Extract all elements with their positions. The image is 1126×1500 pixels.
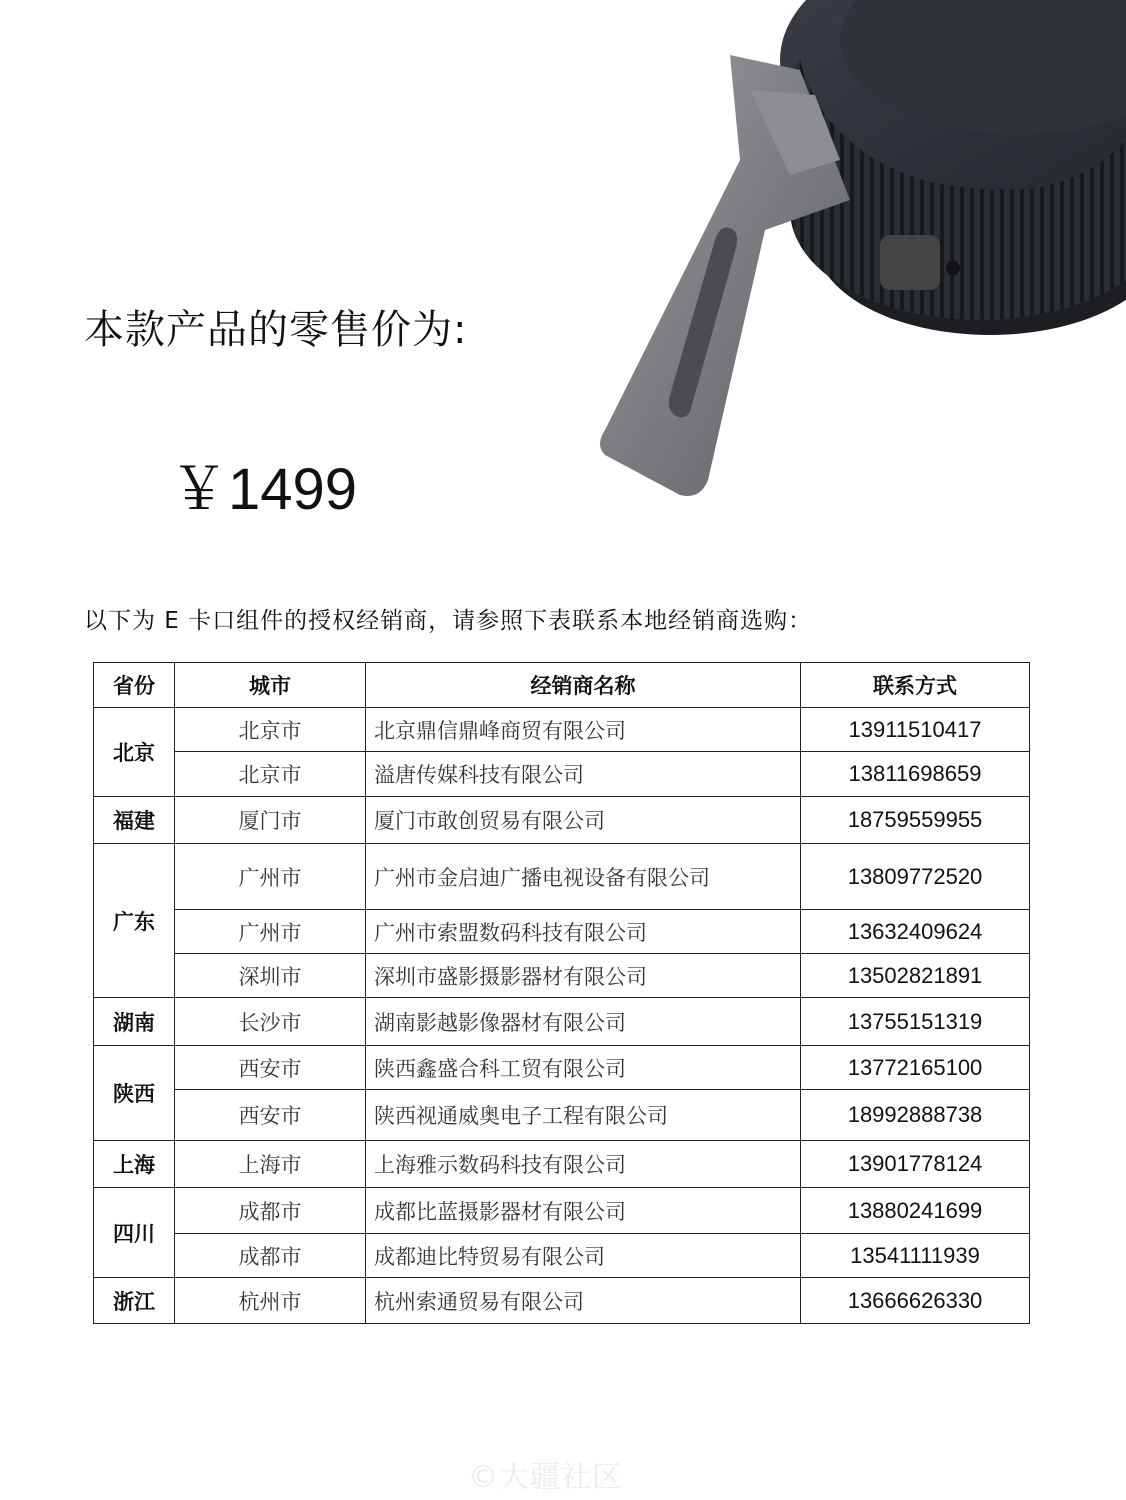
table-row: [94, 1046, 1030, 1090]
province-cell: 广东: [94, 844, 175, 998]
phone-cell: 13755151319: [801, 998, 1030, 1046]
table-row: [94, 1090, 1030, 1141]
retail-price: ￥1499: [170, 457, 358, 522]
dealer-cell: 上海雅示数码科技有限公司: [366, 1141, 801, 1188]
dealer-cell: 广州市金启迪广播电视设备有限公司: [366, 844, 801, 910]
table-row: [94, 998, 1030, 1046]
table-row: [94, 797, 1030, 844]
province-cell: 上海: [94, 1141, 175, 1188]
phone-cell: 13502821891: [801, 954, 1030, 998]
city-cell: 杭州市: [175, 1278, 366, 1324]
city-cell: 西安市: [175, 1046, 366, 1090]
city-cell: 广州市: [175, 844, 366, 910]
province-cell: 湖南: [94, 998, 175, 1046]
phone-cell: 13772165100: [801, 1046, 1030, 1090]
dealer-table: [93, 662, 1030, 1324]
table-row: [94, 1141, 1030, 1188]
phone-cell: 13632409624: [801, 910, 1030, 954]
dealer-cell: 成都比蓝摄影器材有限公司: [366, 1188, 801, 1234]
phone-cell: 18992888738: [801, 1090, 1030, 1141]
city-cell: 广州市: [175, 910, 366, 954]
header-province: 省份: [94, 663, 175, 708]
table-row: [94, 1188, 1030, 1234]
phone-cell: 13541111939: [801, 1234, 1030, 1278]
city-cell: 长沙市: [175, 998, 366, 1046]
city-cell: 厦门市: [175, 797, 366, 844]
dealer-cell: 溢唐传媒科技有限公司: [366, 752, 801, 797]
city-cell: 成都市: [175, 1188, 366, 1234]
city-cell: 深圳市: [175, 954, 366, 998]
phone-cell: 13811698659: [801, 752, 1030, 797]
dealer-cell: 厦门市敢创贸易有限公司: [366, 797, 801, 844]
phone-cell: 13666626330: [801, 1278, 1030, 1324]
province-cell: 福建: [94, 797, 175, 844]
dealer-cell: 陕西视通威奥电子工程有限公司: [366, 1090, 801, 1141]
dealer-cell: 陕西鑫盛合科工贸有限公司: [366, 1046, 801, 1090]
table-row: [94, 844, 1030, 910]
dealer-cell: 广州市索盟数码科技有限公司: [366, 910, 801, 954]
province-cell: 北京: [94, 708, 175, 797]
dealer-intro-text: 以下为 E 卡口组件的授权经销商，请参照下表联系本地经销商选购：: [84, 608, 813, 634]
province-cell: 陕西: [94, 1046, 175, 1141]
dealer-cell: 湖南影越影像器材有限公司: [366, 998, 801, 1046]
watermark: ©大疆社区: [468, 1460, 623, 1495]
province-cell: 浙江: [94, 1278, 175, 1324]
table-row: [94, 752, 1030, 797]
province-cell: 四川: [94, 1188, 175, 1278]
dealer-cell: 深圳市盛影摄影器材有限公司: [366, 954, 801, 998]
city-cell: 西安市: [175, 1090, 366, 1141]
city-cell: 成都市: [175, 1234, 366, 1278]
table-row: [94, 1278, 1030, 1324]
phone-cell: 13911510417: [801, 708, 1030, 752]
city-cell: 北京市: [175, 708, 366, 752]
table-row: [94, 708, 1030, 752]
phone-cell: 18759559955: [801, 797, 1030, 844]
table-header-row: [94, 663, 1030, 708]
table-row: [94, 910, 1030, 954]
table-row: [94, 1234, 1030, 1278]
dealer-cell: 北京鼎信鼎峰商贸有限公司: [366, 708, 801, 752]
dealer-cell: 杭州索通贸易有限公司: [366, 1278, 801, 1324]
header-dealer-name: 经销商名称: [366, 663, 801, 708]
header-contact: 联系方式: [801, 663, 1030, 708]
city-cell: 北京市: [175, 752, 366, 797]
city-cell: 上海市: [175, 1141, 366, 1188]
phone-cell: 13880241699: [801, 1188, 1030, 1234]
phone-cell: 13901778124: [801, 1141, 1030, 1188]
phone-cell: 13809772520: [801, 844, 1030, 910]
table-row: [94, 954, 1030, 998]
product-photo: [590, 0, 1126, 505]
header-city: 城市: [175, 663, 366, 708]
price-heading: 本款产品的零售价为:: [84, 307, 468, 353]
dealer-cell: 成都迪比特贸易有限公司: [366, 1234, 801, 1278]
